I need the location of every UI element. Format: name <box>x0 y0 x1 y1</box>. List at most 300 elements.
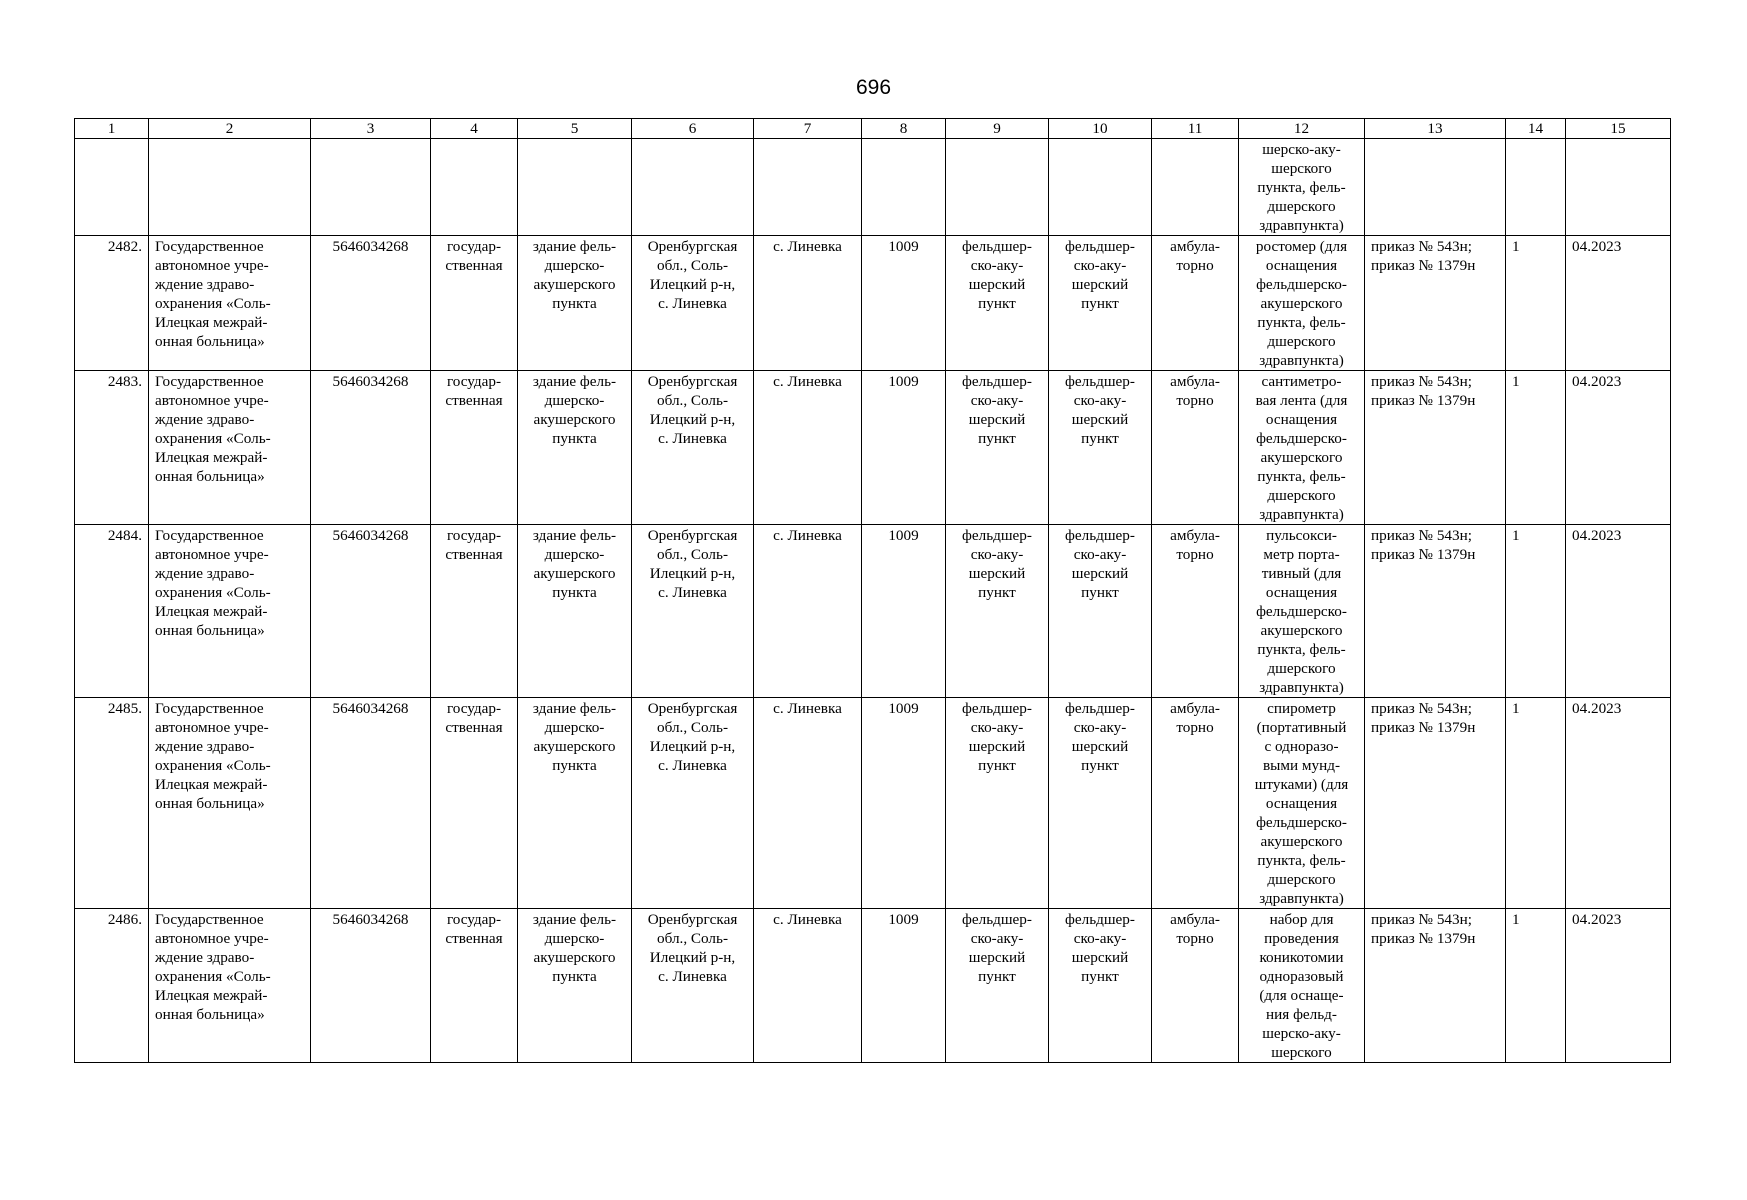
column-number-12: 12 <box>1239 119 1365 139</box>
column-number-8: 8 <box>862 119 946 139</box>
cell-line: ско-аку- <box>1073 930 1127 947</box>
cell-line: ждение здраво- <box>155 276 255 293</box>
cell-line: приказ № 1379н <box>1371 930 1476 947</box>
cell-line: Оренбургская <box>647 238 738 255</box>
cell-line: Оренбургская <box>647 911 738 928</box>
cell-orders <box>1365 525 1506 698</box>
cell-organization <box>149 698 311 909</box>
cell-line: дшерско- <box>544 392 605 409</box>
cell-building <box>518 236 632 371</box>
column-number-15: 15 <box>1566 119 1671 139</box>
column-number-9: 9 <box>946 119 1049 139</box>
cell-empty <box>1566 139 1671 236</box>
cell-care-form <box>1152 371 1239 525</box>
column-number-1: 1 <box>75 119 149 139</box>
cell-line: ско-аку- <box>970 719 1024 736</box>
column-number-11: 11 <box>1152 119 1239 139</box>
cell-line: ско-аку- <box>1073 546 1127 563</box>
column-number-7: 7 <box>754 119 862 139</box>
cell-line: охранения «Соль- <box>155 295 271 312</box>
cell-inn: 5646034268 <box>311 371 431 525</box>
cell-code: 1009 <box>862 371 946 525</box>
cell-line: дшерско- <box>544 930 605 947</box>
cell-empty <box>311 139 431 236</box>
cell-line: фельдшер- <box>1065 911 1135 928</box>
cell-line: здание фель- <box>532 527 617 544</box>
cell-line: шерский <box>1071 565 1129 582</box>
cell-line: ственная <box>445 392 503 409</box>
cell-quantity: 1 <box>1506 371 1566 525</box>
cell-line: вая лента (для <box>1255 392 1348 409</box>
cell-line: пункт <box>978 295 1016 312</box>
cell-line: дшерско- <box>544 257 605 274</box>
cell-unit-name <box>1049 236 1152 371</box>
cell-line: ско-аку- <box>1073 392 1127 409</box>
cell-line: фельдшер- <box>962 527 1032 544</box>
cell-line: здравпункта) <box>1259 217 1344 234</box>
cell-line: акушерского <box>533 738 616 755</box>
cell-line: приказ № 1379н <box>1371 392 1476 409</box>
cell-line: Илецкая межрай- <box>155 314 268 331</box>
cell-empty <box>1152 139 1239 236</box>
cell-equipment <box>1239 236 1365 371</box>
cell-date: 04.2023 <box>1566 909 1671 1063</box>
cell-line: Илецкий р-н, <box>649 738 736 755</box>
cell-organization <box>149 236 311 371</box>
cell-ownership <box>431 525 518 698</box>
cell-equipment <box>1239 909 1365 1063</box>
cell-quantity: 1 <box>1506 698 1566 909</box>
cell-building <box>518 525 632 698</box>
cell-ownership <box>431 371 518 525</box>
cell-line: проведения <box>1264 930 1339 947</box>
cell-record-number: 2484. <box>75 525 149 698</box>
cell-empty <box>1506 139 1566 236</box>
cell-organization <box>149 909 311 1063</box>
cell-address <box>632 698 754 909</box>
cell-unit-type <box>946 525 1049 698</box>
cell-address <box>632 909 754 1063</box>
cell-line: с. Линевка <box>658 968 727 985</box>
cell-line: пункта <box>552 584 597 601</box>
cell-line: торно <box>1176 719 1214 736</box>
cell-empty <box>632 139 754 236</box>
cell-line: дшерского <box>1267 333 1336 350</box>
cell-line: пункт <box>1081 430 1119 447</box>
cell-line: амбула- <box>1170 527 1220 544</box>
cell-line: с. Линевка <box>658 584 727 601</box>
cell-line: государ- <box>446 911 502 928</box>
cell-line: Илецкая межрай- <box>155 603 268 620</box>
cell-line: сантиметро- <box>1261 373 1342 390</box>
cell-code: 1009 <box>862 698 946 909</box>
cell-line: Оренбургская <box>647 700 738 717</box>
cell-unit-type <box>946 698 1049 909</box>
cell-line: одноразовый <box>1259 968 1344 985</box>
cell-unit-name <box>1049 698 1152 909</box>
cell-line: дшерско- <box>544 719 605 736</box>
cell-line: пункта <box>552 295 597 312</box>
cell-line: ско-аку- <box>970 257 1024 274</box>
cell-line: шерского <box>1271 160 1332 177</box>
cell-line: фельдшер- <box>1065 527 1135 544</box>
cell-line: фельдшер- <box>1065 238 1135 255</box>
cell-line: штуками) (для <box>1254 776 1349 793</box>
cell-line: амбула- <box>1170 911 1220 928</box>
cell-building <box>518 371 632 525</box>
cell-line: шерский <box>1071 411 1129 428</box>
cell-line: здание фель- <box>532 911 617 928</box>
cell-line: ждение здраво- <box>155 949 255 966</box>
cell-line: торно <box>1176 546 1214 563</box>
cell-line: ния фельд- <box>1266 1006 1337 1023</box>
cell-care-form <box>1152 236 1239 371</box>
cell-line: ско-аку- <box>970 392 1024 409</box>
column-number-3: 3 <box>311 119 431 139</box>
cell-line: обл., Соль- <box>657 719 728 736</box>
cell-line: приказ № 1379н <box>1371 546 1476 563</box>
cell-line: фельдшерско- <box>1256 603 1347 620</box>
cell-address <box>632 525 754 698</box>
cell-line: шерский <box>968 411 1026 428</box>
cell-line: обл., Соль- <box>657 546 728 563</box>
cell-line: государ- <box>446 527 502 544</box>
cell-orders <box>1365 371 1506 525</box>
cell-date: 04.2023 <box>1566 371 1671 525</box>
cell-line: Илецкий р-н, <box>649 949 736 966</box>
cell-line: ско-аку- <box>1073 719 1127 736</box>
cell-date: 04.2023 <box>1566 236 1671 371</box>
cell-ownership <box>431 698 518 909</box>
cell-equipment <box>1239 698 1365 909</box>
cell-record-number: 2485. <box>75 698 149 909</box>
cell-code: 1009 <box>862 525 946 698</box>
cell-line: шерский <box>1071 949 1129 966</box>
cell-line: пункт <box>1081 757 1119 774</box>
cell-line: ско-аку- <box>970 930 1024 947</box>
cell-line: Илецкая межрай- <box>155 449 268 466</box>
table-row <box>75 236 1671 371</box>
cell-equipment <box>1239 525 1365 698</box>
cell-line: шерский <box>968 565 1026 582</box>
cell-line: обл., Соль- <box>657 392 728 409</box>
cell-line: шерский <box>968 949 1026 966</box>
cell-inn: 5646034268 <box>311 698 431 909</box>
cell-date: 04.2023 <box>1566 525 1671 698</box>
cell-orders <box>1365 698 1506 909</box>
cell-line: с. Линевка <box>658 757 727 774</box>
cell-code: 1009 <box>862 236 946 371</box>
cell-unit-name <box>1049 909 1152 1063</box>
cell-line: фельдшер- <box>1065 373 1135 390</box>
cell-line: онная больница» <box>155 333 265 350</box>
cell-line: шерско-аку- <box>1262 141 1341 158</box>
cell-unit-type <box>946 909 1049 1063</box>
cell-equipment <box>1239 371 1365 525</box>
cell-line: торно <box>1176 392 1214 409</box>
cell-line: ростомер (для <box>1255 238 1348 255</box>
cell-building <box>518 698 632 909</box>
cell-line: пункта, фель- <box>1257 641 1346 658</box>
cell-line: с одноразо- <box>1264 738 1339 755</box>
cell-line: пункт <box>978 757 1016 774</box>
cell-line: приказ № 543н; <box>1371 700 1472 717</box>
cell-line: пункт <box>1081 584 1119 601</box>
cell-line: приказ № 1379н <box>1371 257 1476 274</box>
cell-line: выми мунд- <box>1262 757 1341 774</box>
cell-line: онная больница» <box>155 622 265 639</box>
cell-line: Илецкий р-н, <box>649 411 736 428</box>
cell-line: коникотомии <box>1259 949 1344 966</box>
cell-empty <box>431 139 518 236</box>
cell-unit-type <box>946 371 1049 525</box>
cell-inn: 5646034268 <box>311 236 431 371</box>
cell-line: ждение здраво- <box>155 565 255 582</box>
cell-line: тивный (для <box>1261 565 1342 582</box>
cell-line: здравпункта) <box>1259 352 1344 369</box>
cell-line: пункта <box>552 757 597 774</box>
table-row <box>75 698 1671 909</box>
cell-line: ждение здраво- <box>155 411 255 428</box>
cell-organization <box>149 371 311 525</box>
cell-line: акушерского <box>533 276 616 293</box>
cell-line: ственная <box>445 719 503 736</box>
column-number-5: 5 <box>518 119 632 139</box>
cell-record-number: 2482. <box>75 236 149 371</box>
cell-line: оснащения <box>1265 795 1338 812</box>
cell-line: охранения «Соль- <box>155 757 271 774</box>
cell-line: акушерского <box>533 411 616 428</box>
cell-line: Оренбургская <box>647 527 738 544</box>
cell-inn: 5646034268 <box>311 909 431 1063</box>
cell-empty <box>1049 139 1152 236</box>
cell-quantity: 1 <box>1506 525 1566 698</box>
cell-date: 04.2023 <box>1566 698 1671 909</box>
cell-empty <box>1365 139 1506 236</box>
cell-empty <box>149 139 311 236</box>
cell-line: акушерского <box>1260 833 1343 850</box>
cell-address <box>632 236 754 371</box>
cell-line: Государственное <box>155 700 264 717</box>
cell-line: здание фель- <box>532 700 617 717</box>
cell-line: пункт <box>1081 295 1119 312</box>
table-row <box>75 525 1671 698</box>
register-table <box>74 118 1671 1063</box>
cell-line: приказ № 543н; <box>1371 911 1472 928</box>
cell-line: Оренбургская <box>647 373 738 390</box>
cell-line: амбула- <box>1170 238 1220 255</box>
cell-line: спирометр <box>1267 700 1336 717</box>
cell-record-number: 2486. <box>75 909 149 1063</box>
cell-line: шерский <box>1071 276 1129 293</box>
cell-locality: с. Линевка <box>754 698 862 909</box>
cell-line: приказ № 1379н <box>1371 719 1476 736</box>
cell-ownership <box>431 236 518 371</box>
cell-line: приказ № 543н; <box>1371 373 1472 390</box>
cell-line: шерский <box>968 276 1026 293</box>
column-number-2: 2 <box>149 119 311 139</box>
cell-record-number: 2483. <box>75 371 149 525</box>
cell-line: дшерского <box>1267 871 1336 888</box>
cell-empty <box>75 139 149 236</box>
cell-line: государ- <box>446 373 502 390</box>
cell-line: ственная <box>445 930 503 947</box>
cell-line: оснащения <box>1265 584 1338 601</box>
cell-line: амбула- <box>1170 700 1220 717</box>
cell-line: пульсокси- <box>1266 527 1337 544</box>
cell-line: ственная <box>445 257 503 274</box>
cell-line: (портативный <box>1256 719 1347 736</box>
cell-line: дшерского <box>1267 198 1336 215</box>
cell-quantity: 1 <box>1506 909 1566 1063</box>
cell-line: Государственное <box>155 373 264 390</box>
cell-line: пункт <box>978 968 1016 985</box>
cell-line: онная больница» <box>155 1006 265 1023</box>
cell-line: пункт <box>1081 968 1119 985</box>
column-number-6: 6 <box>632 119 754 139</box>
cell-inn: 5646034268 <box>311 525 431 698</box>
cell-line: государ- <box>446 238 502 255</box>
cell-care-form <box>1152 525 1239 698</box>
cell-orders <box>1365 909 1506 1063</box>
cell-empty <box>518 139 632 236</box>
cell-line: автономное учре- <box>155 546 269 563</box>
cell-care-form <box>1152 698 1239 909</box>
cell-address <box>632 371 754 525</box>
cell-line: фельдшерско- <box>1256 814 1347 831</box>
column-number-10: 10 <box>1049 119 1152 139</box>
cell-unit-name <box>1049 525 1152 698</box>
table-row <box>75 909 1671 1063</box>
cell-line: оснащения <box>1265 411 1338 428</box>
cell-line: фельдшер- <box>962 238 1032 255</box>
cell-line: ско-аку- <box>970 546 1024 563</box>
cell-line: амбула- <box>1170 373 1220 390</box>
cell-line: онная больница» <box>155 795 265 812</box>
column-number-14: 14 <box>1506 119 1566 139</box>
cell-locality: с. Линевка <box>754 909 862 1063</box>
cell-line: метр порта- <box>1263 546 1340 563</box>
cell-organization <box>149 525 311 698</box>
cell-line: здравпункта) <box>1259 679 1344 696</box>
cell-quantity: 1 <box>1506 236 1566 371</box>
column-number-4: 4 <box>431 119 518 139</box>
cell-line: акушерского <box>533 565 616 582</box>
cell-line: Илецкий р-н, <box>649 565 736 582</box>
cell-line: акушерского <box>533 949 616 966</box>
cell-locality: с. Линевка <box>754 525 862 698</box>
page-number: 696 <box>855 76 892 99</box>
cell-line: фельдшерско- <box>1256 276 1347 293</box>
cell-locality: с. Линевка <box>754 371 862 525</box>
cell-line: шерско-аку- <box>1262 1025 1341 1042</box>
cell-line: здание фель- <box>532 373 617 390</box>
cell-line: здравпункта) <box>1259 890 1344 907</box>
cell-line: акушерского <box>1260 622 1343 639</box>
cell-line: фельдшер- <box>1065 700 1135 717</box>
cell-empty <box>754 139 862 236</box>
cell-line: пункта <box>552 968 597 985</box>
cell-line: Илецкий р-н, <box>649 276 736 293</box>
cell-equipment-continuation <box>1239 139 1365 236</box>
cell-line: акушерского <box>1260 449 1343 466</box>
cell-line: охранения «Соль- <box>155 968 271 985</box>
cell-line: шерский <box>968 738 1026 755</box>
cell-line: фельдшерско- <box>1256 430 1347 447</box>
header-row <box>75 119 1671 139</box>
cell-empty <box>946 139 1049 236</box>
cell-orders <box>1365 236 1506 371</box>
cell-locality: с. Линевка <box>754 236 862 371</box>
cell-line: автономное учре- <box>155 719 269 736</box>
cell-line: торно <box>1176 930 1214 947</box>
cell-empty <box>862 139 946 236</box>
cell-line: шерского <box>1271 1044 1332 1061</box>
cell-line: торно <box>1176 257 1214 274</box>
cell-line: акушерского <box>1260 295 1343 312</box>
cell-line: оснащения <box>1265 257 1338 274</box>
cell-line: Государственное <box>155 911 264 928</box>
cell-line: Государственное <box>155 238 264 255</box>
cell-line: пункта, фель- <box>1257 314 1346 331</box>
cell-line: с. Линевка <box>658 295 727 312</box>
cell-line: дшерско- <box>544 546 605 563</box>
cell-line: дшерского <box>1267 660 1336 677</box>
cell-line: пункта, фель- <box>1257 179 1346 196</box>
cell-line: набор для <box>1269 911 1334 928</box>
cell-line: (для оснаще- <box>1259 987 1344 1004</box>
cell-unit-type <box>946 236 1049 371</box>
cell-line: автономное учре- <box>155 392 269 409</box>
cell-line: ственная <box>445 546 503 563</box>
cell-line: онная больница» <box>155 468 265 485</box>
cell-line: пункта, фель- <box>1257 852 1346 869</box>
cell-line: фельдшер- <box>962 700 1032 717</box>
cell-building <box>518 909 632 1063</box>
cell-code: 1009 <box>862 909 946 1063</box>
column-number-13: 13 <box>1365 119 1506 139</box>
cell-line: фельдшер- <box>962 911 1032 928</box>
cell-ownership <box>431 909 518 1063</box>
cell-line: охранения «Соль- <box>155 584 271 601</box>
cell-line: Илецкая межрай- <box>155 987 268 1004</box>
cell-line: приказ № 543н; <box>1371 238 1472 255</box>
cell-line: приказ № 543н; <box>1371 527 1472 544</box>
cell-line: с. Линевка <box>658 430 727 447</box>
cell-unit-name <box>1049 371 1152 525</box>
cell-line: обл., Соль- <box>657 930 728 947</box>
cell-line: Илецкая межрай- <box>155 776 268 793</box>
cell-line: охранения «Соль- <box>155 430 271 447</box>
table-row <box>75 371 1671 525</box>
cell-line: ско-аку- <box>1073 257 1127 274</box>
cell-line: здание фель- <box>532 238 617 255</box>
continuation-row <box>75 139 1671 236</box>
cell-care-form <box>1152 909 1239 1063</box>
cell-line: здравпункта) <box>1259 506 1344 523</box>
cell-line: автономное учре- <box>155 257 269 274</box>
cell-line: пункт <box>978 584 1016 601</box>
cell-line: Государственное <box>155 527 264 544</box>
cell-line: автономное учре- <box>155 930 269 947</box>
cell-line: дшерского <box>1267 487 1336 504</box>
cell-line: пункт <box>978 430 1016 447</box>
cell-line: обл., Соль- <box>657 257 728 274</box>
cell-line: ждение здраво- <box>155 738 255 755</box>
cell-line: пункта <box>552 430 597 447</box>
cell-line: пункта, фель- <box>1257 468 1346 485</box>
cell-line: государ- <box>446 700 502 717</box>
